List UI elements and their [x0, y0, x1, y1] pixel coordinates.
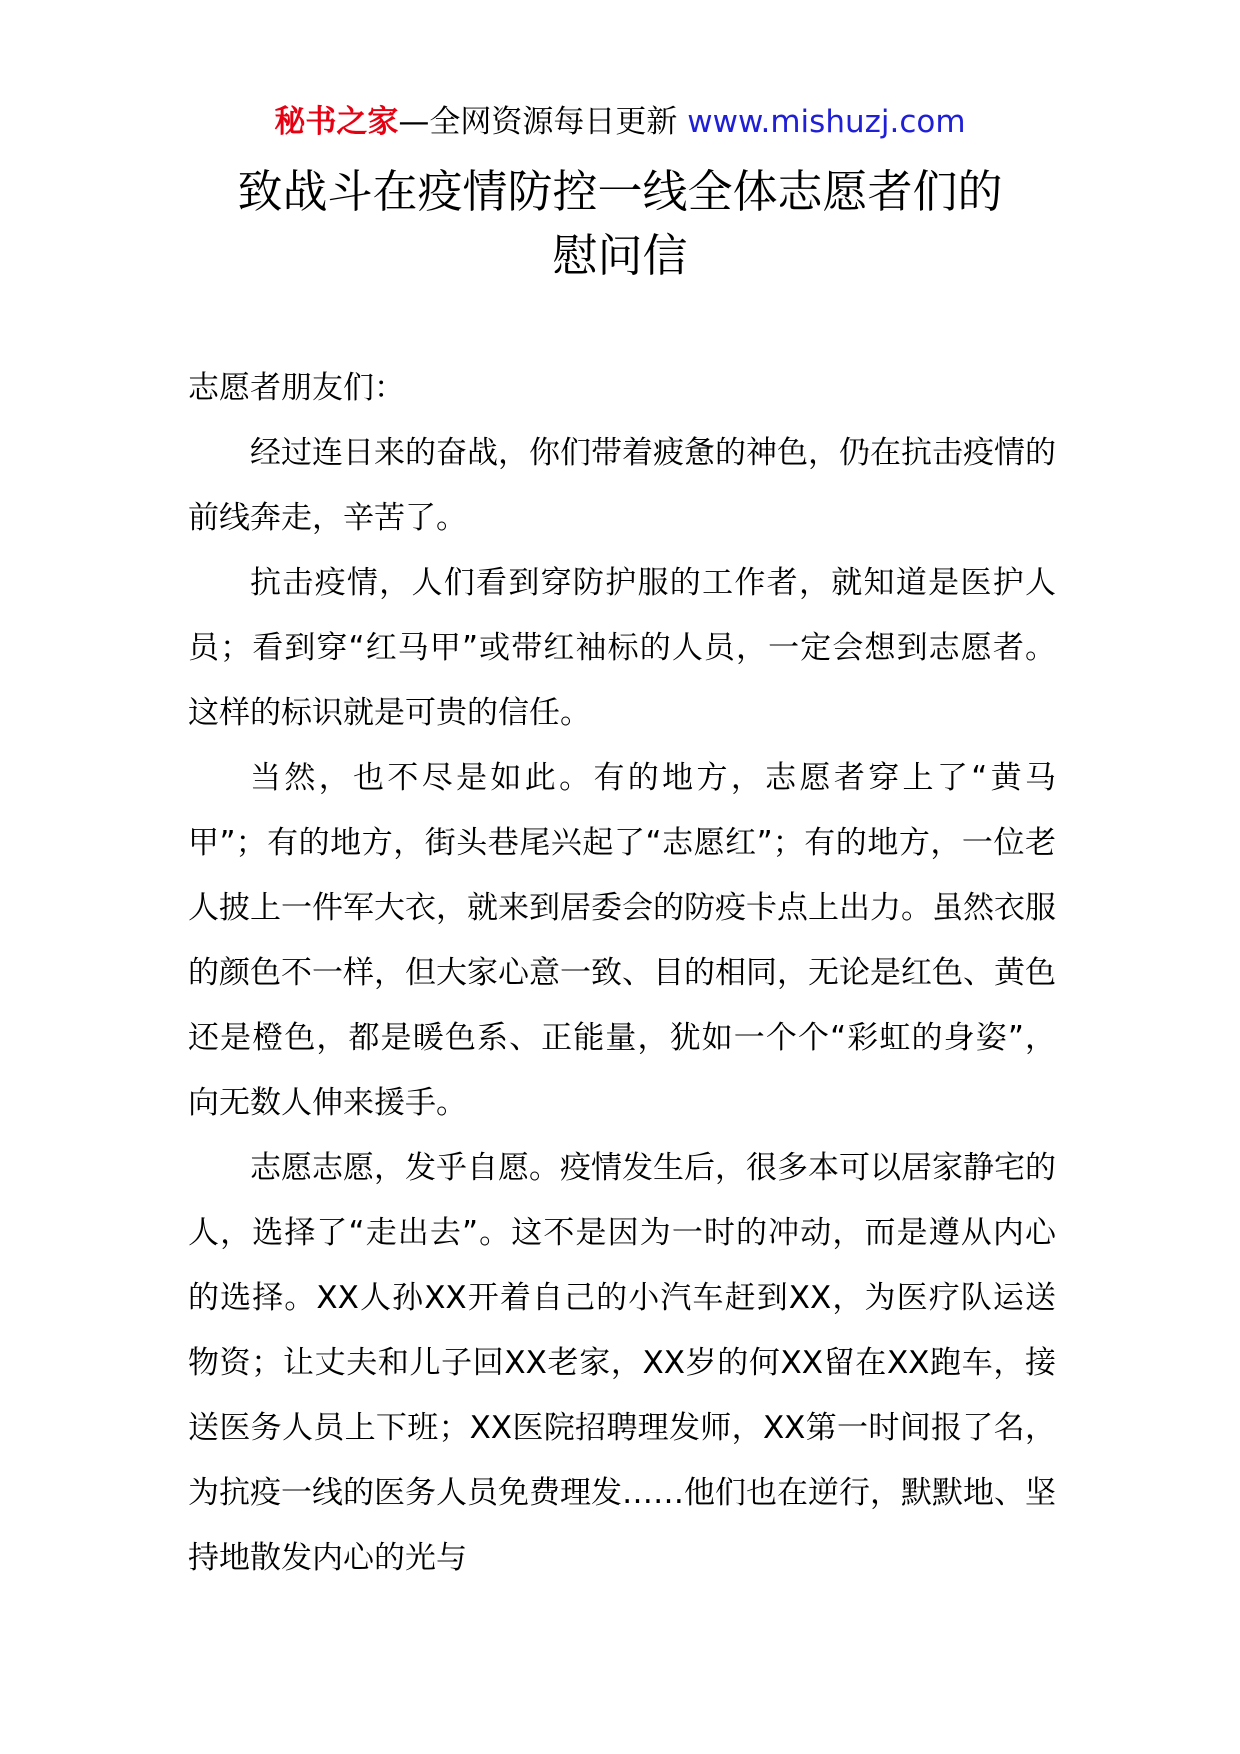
- paragraph-1: 经过连日来的奋战，你们带着疲惫的神色，仍在抗击疫情的前线奔走，辛苦了。: [188, 435, 1056, 536]
- header-tagline: —全网资源每日更新: [398, 104, 688, 140]
- letter-body: [188, 356, 1056, 1591]
- paragraph-3: 当然，也不尽是如此。有的地方，志愿者穿上了“黄马甲”；有的地方，街头巷尾兴起了“志愿红”；有的地方，一位老人披上一件军大衣，就来到居委会的防疫卡点上出力。虽然衣服的颜色不一样，但大家心意一致、目的相同，无论是红色、黄色还是橙色，都是暖色系、正能量，犹如一个个“彩虹的身姿”，向无数人伸来援手。: [188, 760, 1056, 1121]
- paragraph-2: 抗击疫情，人们看到穿防护服的工作者，就知道是医护人员；看到穿“红马甲”或带红袖标的人员，一定会想到志愿者。这样的标识就是可贵的信任。: [188, 565, 1056, 731]
- site-url-link[interactable]: www.mishuzj.com: [687, 104, 966, 140]
- paragraph-4: 志愿志愿，发乎自愿。疫情发生后，很多本可以居家静宅的人，选择了“走出去”。这不是因为一时的冲动，而是遵从内心的选择。XX人孙XX开着自己的小汽车赶到XX，为医疗队运送物资；让丈夫和儿子回XX老家，XX岁的何XX留在XX跑车，接送医务人员上下班；XX医院招聘理发师，XX第一时间报了名，为抗疫一线的医务人员免费理发……他们也在逆行，默默地、坚持地散发内心的光与: [188, 1150, 1056, 1576]
- title-line-1: 致战斗在疫情防控一线全体志愿者们的: [237, 165, 1003, 218]
- title-line-2: 慰问信: [552, 229, 688, 282]
- brand-name: 秘书之家: [274, 104, 399, 140]
- document-title: [0, 160, 1240, 288]
- site-header: [0, 100, 1240, 144]
- salutation: 志愿者朋友们：: [188, 370, 405, 406]
